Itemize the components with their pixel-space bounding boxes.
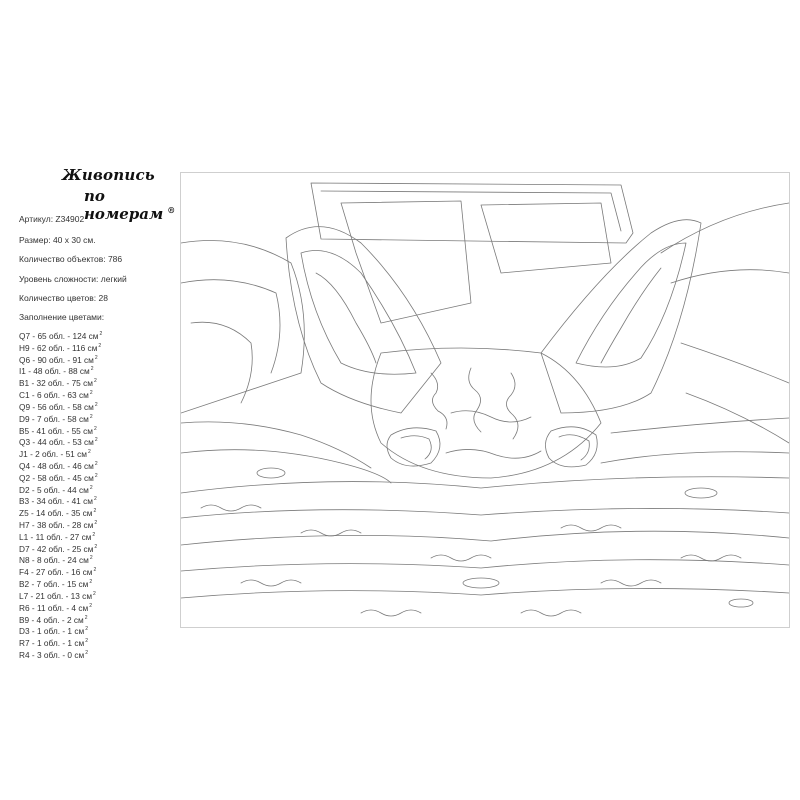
color-item-text: L1 - 11 обл. - 27 см [19,531,92,542]
colors-count: Количество цветов: 28 [19,293,108,303]
blob-1 [257,468,285,478]
blanket-band-3 [181,531,789,545]
color-item-text: J1 - 2 обл. - 51 см [19,448,87,459]
unit-superscript: 2 [92,531,96,538]
cat-ear-left [286,227,441,413]
color-item-text: H7 - 38 обл. - 28 см [19,519,94,530]
color-item-text: Q3 - 44 обл. - 53 см [19,437,94,448]
color-item-h7 [19,518,102,530]
bg-right-2 [671,270,789,283]
blanket-left-2 [181,422,371,468]
blanket-band-4 [181,560,789,571]
article-number: Артикул: Z34902 [19,214,85,224]
color-item-text: L7 - 21 обл. - 13 см [19,590,93,601]
window-inner [321,191,621,231]
texture-7 [601,580,661,586]
fur-2 [469,368,481,432]
blob-2 [685,488,717,498]
texture-6 [241,580,301,586]
color-item-b2 [19,577,102,589]
blanket-right-2 [611,418,789,433]
color-item-r6 [19,601,102,613]
color-item-d3 [19,624,102,636]
color-item-text: B2 - 7 обл. - 15 см [19,578,89,589]
color-item-q6 [19,353,102,365]
outline-drawing [181,173,789,627]
fill-title: Заполнение цветами: [19,312,105,322]
drape-fold-1 [181,280,280,373]
color-item-n8 [19,553,102,565]
blanket-band-1 [181,477,789,493]
color-item-text: D7 - 42 обл. - 25 см [19,543,94,554]
registered-mark: ® [167,205,176,215]
color-item-d2 [19,483,102,495]
window-panel-right [481,203,611,273]
color-item-text: Q7 - 65 обл. - 124 см [19,330,99,341]
color-item-text: N8 - 8 обл. - 24 см [19,555,89,566]
texture-1 [201,505,261,511]
unit-superscript: 2 [94,354,98,361]
color-item-r4 [19,648,102,660]
color-item-text: Q4 - 48 обл. - 46 см [19,460,94,471]
unit-superscript: 2 [93,425,97,432]
cat-ear-left-inner [301,251,416,375]
unit-superscript: 2 [90,366,94,373]
color-item-text: D3 - 1 обл. - 1 см [19,626,85,637]
blob-3 [463,578,499,588]
unit-superscript: 2 [87,449,91,456]
color-item-text: Q6 - 90 обл. - 91 см [19,354,94,365]
size-info: Размер: 40 x 30 см. [19,235,96,245]
color-item-text: R6 - 11 обл. - 4 см [19,602,89,613]
unit-superscript: 2 [89,390,93,397]
color-item-q9 [19,400,102,412]
cat-eye-left [387,428,440,466]
brand-title: Живопись [62,166,155,184]
unit-superscript: 2 [93,508,97,515]
cat-ear-right [541,220,701,413]
brand-subtitle [84,187,176,223]
bg-right-3 [681,343,789,383]
unit-superscript: 2 [89,602,92,609]
texture-4 [561,525,621,531]
fur-4 [451,411,531,422]
cat-eye-left-inner [401,436,431,459]
color-item-h9 [19,341,102,353]
color-item-z5 [19,506,102,518]
difficulty-level: Уровень сложности: легкий [19,274,127,284]
blanket-right-1 [601,452,789,463]
color-item-text: D9 - 7 обл. - 58 см [19,413,89,424]
color-item-b1 [19,376,102,388]
color-item-l7 [19,589,102,601]
fur-1 [431,373,447,429]
unit-superscript: 2 [99,331,103,337]
color-item-text: R7 - 1 обл. - 1 см [19,637,85,648]
unit-superscript: 2 [93,378,97,385]
drape-left [181,241,304,414]
texture-9 [521,610,581,616]
color-item-l1 [19,530,102,542]
cat-ear-left-detail [316,273,376,363]
cat-ear-right-detail [601,268,661,363]
color-item-j1 [19,447,102,459]
blanket-left-1 [181,450,391,483]
fur-5 [446,449,541,458]
unit-superscript: 2 [85,626,88,633]
blanket-band-5 [181,588,789,598]
color-item-r7 [19,636,102,648]
color-item-text: D2 - 5 обл. - 44 см [19,484,89,495]
unit-superscript: 2 [89,555,93,562]
texture-8 [361,610,421,616]
coloring-canvas [180,172,790,628]
objects-count: Количество объектов: 786 [19,254,123,264]
color-item-d9 [19,412,102,424]
unit-superscript: 2 [98,342,102,349]
unit-superscript: 2 [94,543,98,550]
unit-superscript: 2 [93,590,96,597]
color-item-text: F4 - 27 обл. - 16 см [19,567,93,578]
color-item-q4 [19,459,102,471]
color-item-text: R4 - 3 обл. - 0 см [19,649,85,660]
blob-4 [729,599,753,607]
blanket-band-2 [181,508,789,518]
unit-superscript: 2 [93,567,97,574]
unit-superscript: 2 [84,614,88,621]
unit-superscript: 2 [89,413,93,420]
drape-fold-2 [191,322,252,403]
color-item-text: Z5 - 14 обл. - 35 см [19,507,93,518]
color-item-text: B9 - 4 обл. - 2 см [19,614,84,625]
color-item-c1 [19,388,102,400]
bg-right-1 [661,203,789,253]
unit-superscript: 2 [94,460,98,467]
color-item-b3 [19,494,102,506]
color-item-q3 [19,435,102,447]
unit-superscript: 2 [94,401,98,408]
unit-superscript: 2 [93,496,97,503]
color-item-f4 [19,565,102,577]
color-item-text: Q2 - 58 обл. - 45 см [19,472,94,483]
unit-superscript: 2 [85,649,88,656]
unit-superscript: 2 [89,484,93,491]
color-item-b9 [19,613,102,625]
color-item-b5 [19,424,102,436]
texture-3 [431,555,491,561]
window-panel-left [341,201,471,323]
color-item-text: B5 - 41 обл. - 55 см [19,425,93,436]
color-item-text: H9 - 62 обл. - 116 см [19,342,98,353]
color-item-q2 [19,471,102,483]
unit-superscript: 2 [94,472,98,479]
color-item-q7 [19,329,102,341]
color-item-text: Q9 - 56 обл. - 58 см [19,401,94,412]
cat-ear-right-inner [576,243,686,367]
unit-superscript: 2 [94,437,98,444]
unit-superscript: 2 [94,520,98,526]
color-item-i1 [19,364,102,376]
color-item-text: B1 - 32 обл. - 75 см [19,378,93,389]
color-item-text: C1 - 6 обл. - 63 см [19,389,89,400]
color-item-d7 [19,542,102,554]
bg-right-4 [686,393,789,443]
brand-subtitle-text: по номерам [84,187,164,223]
unit-superscript: 2 [89,579,93,586]
color-item-text: B3 - 34 обл. - 41 см [19,496,93,507]
unit-superscript: 2 [85,638,88,645]
fur-3 [506,373,518,439]
color-item-text: I1 - 48 обл. - 88 см [19,366,90,377]
color-list [19,329,102,660]
